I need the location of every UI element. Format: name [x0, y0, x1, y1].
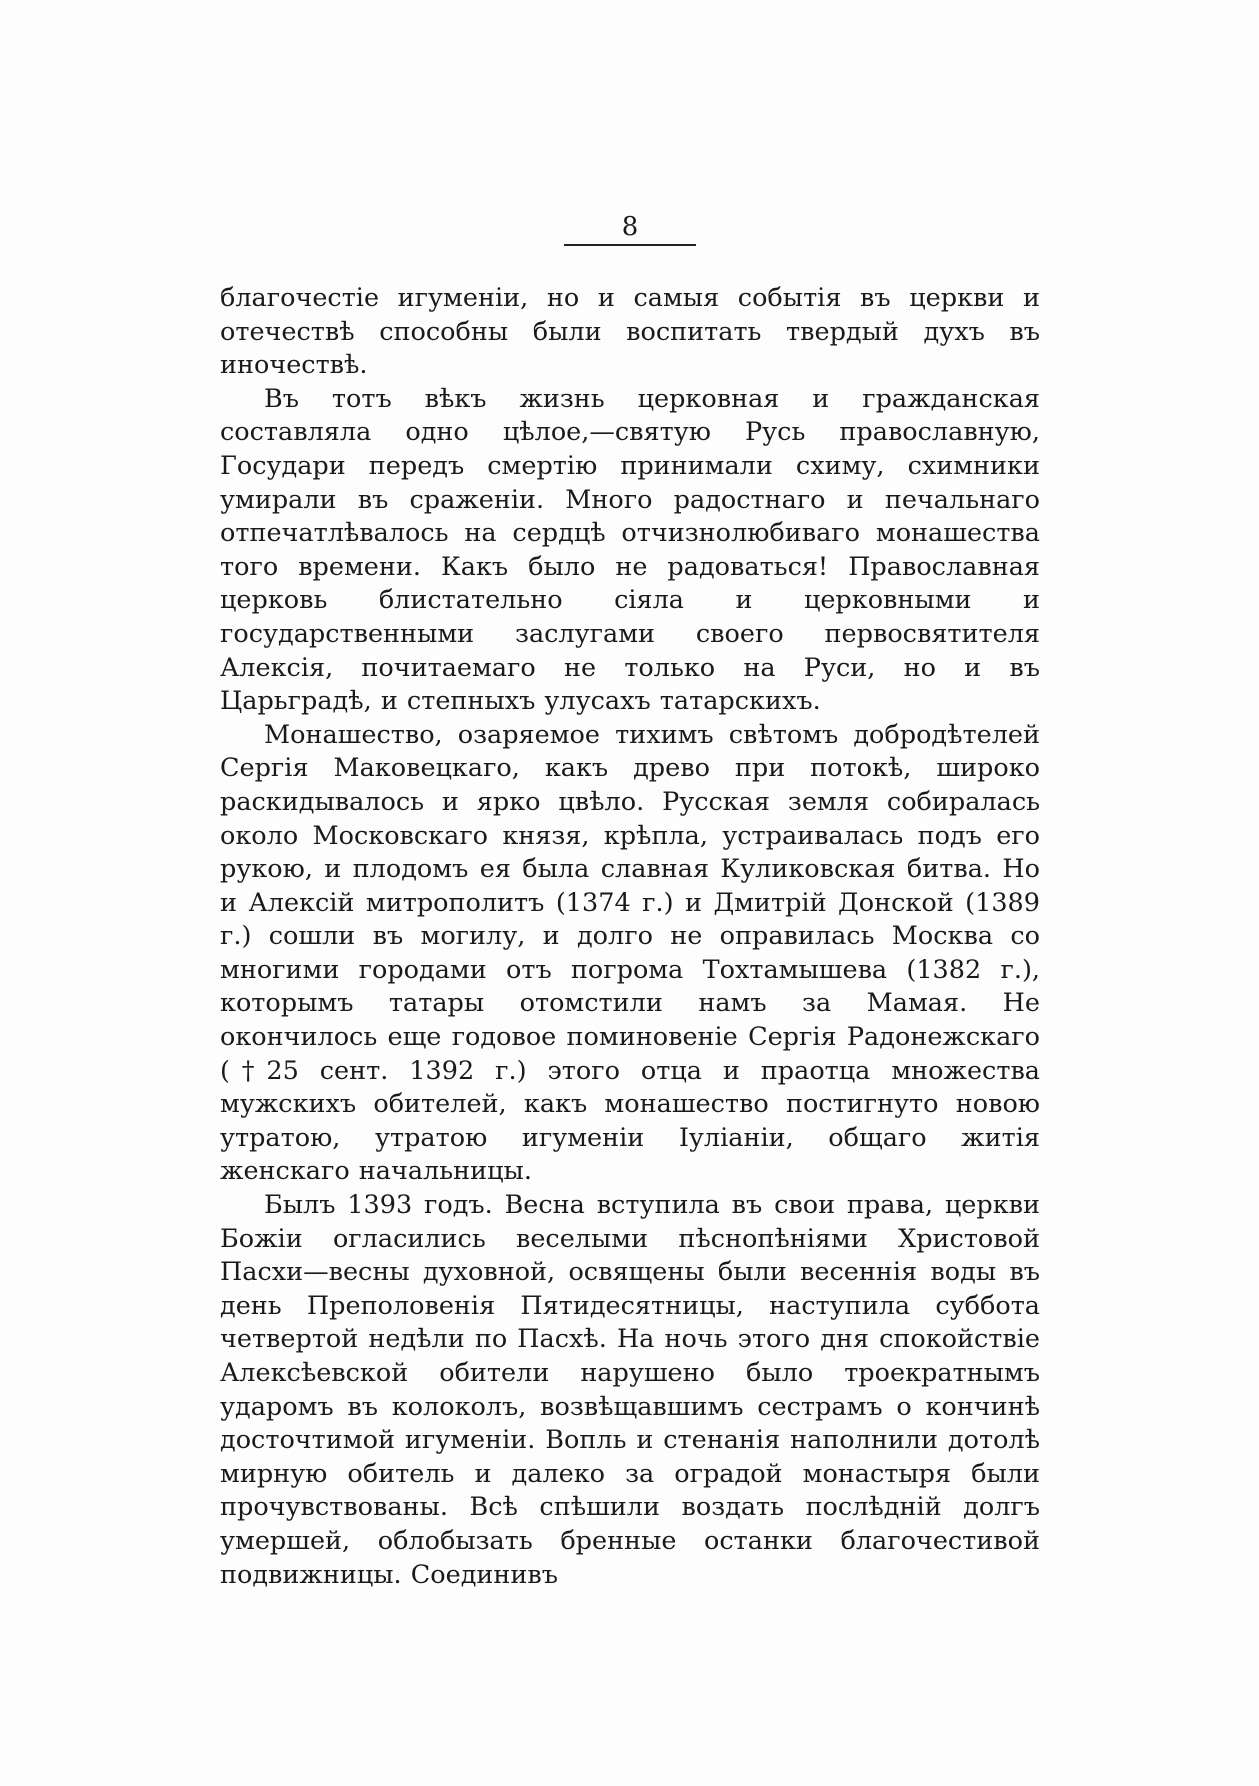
- paragraph-continuation: благочестіе игуменіи, но и самыя событія въ церкви и отечествѣ способны были воспитать твердый духъ въ иночествѣ.: [220, 283, 1040, 381]
- header-rule: [564, 244, 696, 246]
- page-number: 8: [621, 212, 639, 242]
- paragraph: Въ тотъ вѣкъ жизнь церковная и гражданская составляла одно цѣлое,—святую Русь православную, Государи передъ смертію принимали схиму, схимники умирали въ сраженіи. Много радостнаго и печальнаго отпечатлѣвалось на сердцѣ отчизнолюбиваго монашества того времени. Какъ было не радоваться! Православная церковь блистательно сіяла и церковными и государственными заслугами своего первосвятителя Алексія, почитаемаго не только на Руси, но и въ Царьградѣ, и степныхъ улусахъ татарскихъ.: [220, 383, 1040, 717]
- paragraph: Былъ 1393 годъ. Весна вступила въ свои права, церкви Божіи огласились веселыми пѣснопѣніями Христовой Пасхи—весны духовной, освящены были весеннія воды въ день Преполовенія Пятидесятницы, наступила суббота четвертой недѣли по Пасхѣ. На ночь этого дня спокойствіе Алексѣевской обители нарушено было троекратнымъ ударомъ въ колоколъ, возвѣщавшимъ сестрамъ о кончинѣ досточтимой игуменіи. Вопль и стенанія наполнили дотолѣ мирную обитель и далеко за оградой монастыря были прочувствованы. Всѣ спѣшили воздать послѣдній долгъ умершей, облобызать бренные останки благочестивой подвижницы. Соединивъ: [220, 1190, 1040, 1590]
- page-header: [560, 212, 700, 252]
- body-text: [220, 282, 1040, 1592]
- paragraph: Монашество, озаряемое тихимъ свѣтомъ добродѣтелей Сергія Маковецкаго, какъ древо при потокѣ, широко раскидывалось и ярко цвѣло. Русская земля собиралась около Московскаго князя, крѣпла, устраивалась подъ его рукою, и плодомъ ея была славная Куликовская битва. Но и Алексій митрополитъ (1374 г.) и Дмитрій Донской (1389 г.) сошли въ могилу, и долго не оправилась Москва со многими городами отъ погрома Тохтамышева (1382 г.), которымъ татары отомстили намъ за Мамая. Не окончилось еще годовое поминовеніе Сергія Радонежскаго (†25 сент. 1392 г.) этого отца и праотца множества мужскихъ обителей, какъ монашество постигнуто новою утратою, утратою игуменіи Іуліаніи, общаго житія женскаго начальницы.: [220, 719, 1040, 1187]
